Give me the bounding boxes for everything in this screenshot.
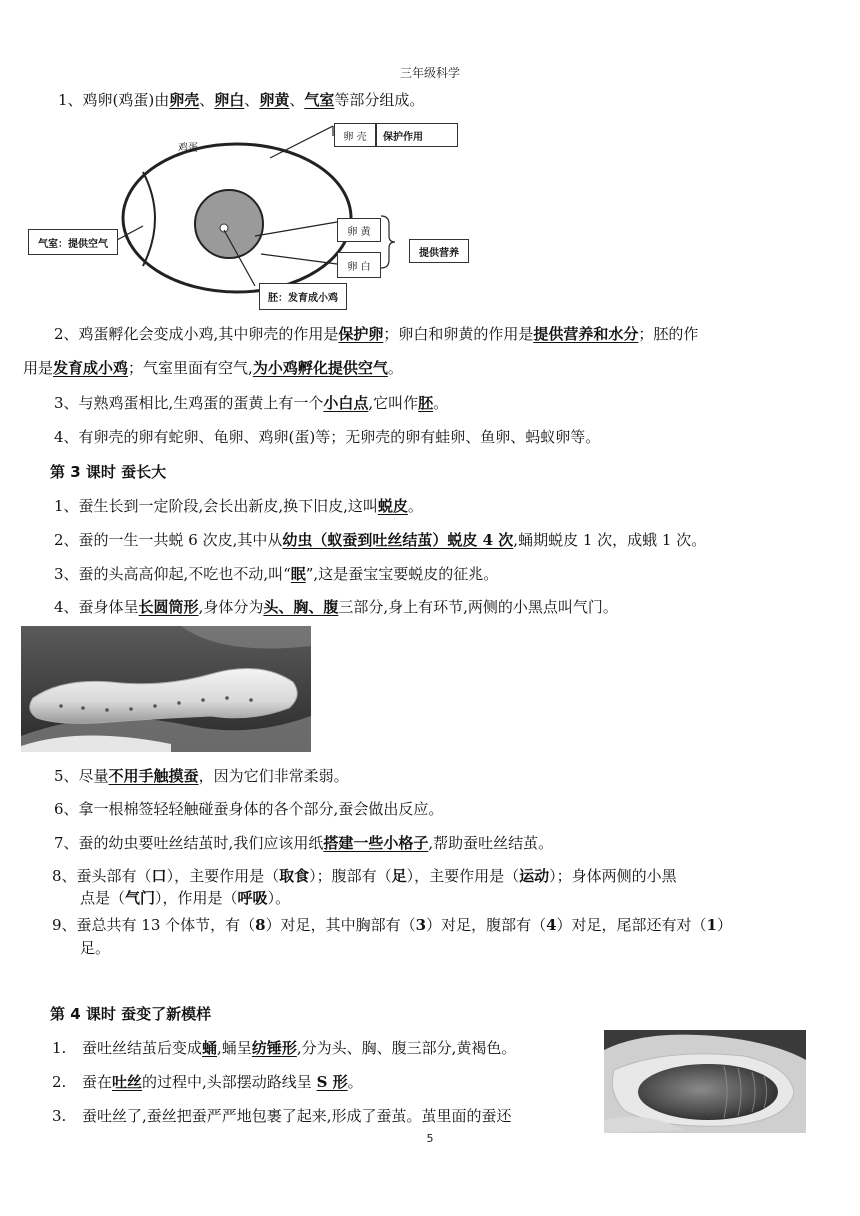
key-term: 搭建一些小格子 [323,834,429,852]
key-term: 提供营养和水分 [533,325,639,343]
key-term: 气室 [304,91,335,109]
lesson4-item-1: 1. 蚕吐丝结茧后变成蛹,蛹呈纺锤形,分为头、胸、腹三部分,黄褐色。 [52,1039,517,1057]
nutrition-label: 提供营养 [409,239,469,263]
lesson3-line-3: 3、蚕的头高高仰起,不吃也不动,叫“眠”,这是蚕宝宝要蜕皮的征兆。 [54,565,499,583]
shell-role-label: 保护作用 [376,123,458,147]
lesson3-line-9a: 9、蚕总共有 13 个体节，有（8）对足，其中胸部有（3）对足，腹部有（4）对足，尾部还有对（1） [52,916,732,934]
key-term: 卵黄 [259,91,290,109]
silkworm-photo [21,626,311,752]
embryo-label: 胚：发育成小鸡 [259,283,347,310]
brace [381,216,395,268]
key-term: 幼虫（蚁蚕到吐丝结茧）蜕皮 4 次 [282,531,514,549]
key-term: 纺锤形 [251,1039,297,1057]
yolk-shape [195,190,263,258]
egg-line-1: 1、鸡卵(鸡蛋)由卵壳、卵白、卵黄、气室等部分组成。 [58,91,425,109]
egg-diagram-svg [25,118,485,313]
lesson3-line-9b: 足。 [80,939,111,957]
key-term: S 形 [316,1073,348,1091]
lesson3-line-7: 7、蚕的幼虫要吐丝结茧时,我们应该用纸搭建一些小格子,帮助蚕吐丝结茧。 [54,834,554,852]
egg-line-2a: 2、鸡蛋孵化会变成小鸡,其中卵壳的作用是保护卵；卵白和卵黄的作用是提供营养和水分；胚的作 [54,325,699,343]
pupa-photo [604,1030,806,1133]
key-term: 发育成小鸡 [53,359,129,377]
key-term: 卵壳 [169,91,200,109]
lesson3-line-4: 4、蚕身体呈长圆筒形,身体分为头、胸、腹三部分,身上有环节,两侧的小黑点叫气门。 [54,598,618,616]
air-cell-shape [143,172,155,266]
lesson4-item-3: 3. 蚕吐丝了,蚕丝把蚕严严地包裹了起来,形成了蚕茧。茧里面的蚕还 [52,1107,512,1125]
key-term: 蛹 [202,1039,218,1057]
yolk-pointer [255,222,337,236]
lesson3-heading: 第 3 课时 蚕长大 [50,463,167,481]
egg-line-4: 4、有卵壳的卵有蛇卵、龟卵、鸡卵(蛋)等；无卵壳的卵有蛙卵、鱼卵、蚂蚁卵等。 [54,428,601,446]
lesson3-line-5: 5、尽量不用手触摸蚕，因为它们非常柔弱。 [54,767,349,785]
key-term: 不用手触摸蚕 [108,767,199,785]
egg-diagram [25,118,485,313]
white-label: 卵 白 [337,252,381,278]
shell-pointer [270,126,333,158]
key-term: 为小鸡孵化提供空气 [252,359,388,377]
lesson3-line-1: 1、蚕生长到一定阶段,会长出新皮,换下旧皮,这叫蜕皮。 [54,497,423,515]
key-term: 头、胸、腹 [263,598,339,616]
key-term: 吐丝 [112,1073,143,1091]
lesson3-line-2: 2、蚕的一生一共蜕 6 次皮,其中从幼虫（蚁蚕到吐丝结茧）蜕皮 4 次,蛹期蜕皮 1 次，成蛾 1 次。 [54,531,707,549]
page-header: 三年级科学 [399,66,460,80]
white-pointer [261,254,337,264]
shell-label: 卵 壳 [334,123,376,147]
lesson3-line-8b: 点是（气门），作用是（呼吸）。 [80,889,291,907]
key-term: 卵白 [214,91,245,109]
air-pointer [117,226,143,240]
key-term: 长圆筒形 [138,598,199,616]
lesson4-heading: 第 4 课时 蚕变了新模样 [50,1005,212,1023]
key-term: 蜕皮 [377,497,408,515]
page-number: 5 [426,1132,434,1145]
yolk-label: 卵 黄 [337,218,381,242]
lesson3-line-8a: 8、蚕头部有（口），主要作用是（取食）；腹部有（足），主要作用是（运动）；身体两侧的小黑 [52,867,677,885]
egg-line-2b: 用是发育成小鸡；气室里面有空气,为小鸡孵化提供空气。 [23,359,403,377]
egg-title: 鸡蛋 [178,143,198,154]
egg-line-3: 3、与熟鸡蛋相比,生鸡蛋的蛋黄上有一个小白点,它叫作胚。 [54,394,449,412]
lesson4-item-2: 2. 蚕在吐丝的过程中,头部摆动路线呈 S 形。 [52,1073,363,1091]
key-term: 眠 [290,565,306,583]
key-term: 胚 [418,394,434,412]
key-term: 小白点 [323,394,369,412]
air-cell-label: 气室：提供空气 [28,229,118,255]
key-term: 保护卵 [338,325,384,343]
lesson3-line-6: 6、拿一根棉签轻轻触碰蚕身体的各个部分,蚕会做出反应。 [54,800,444,818]
